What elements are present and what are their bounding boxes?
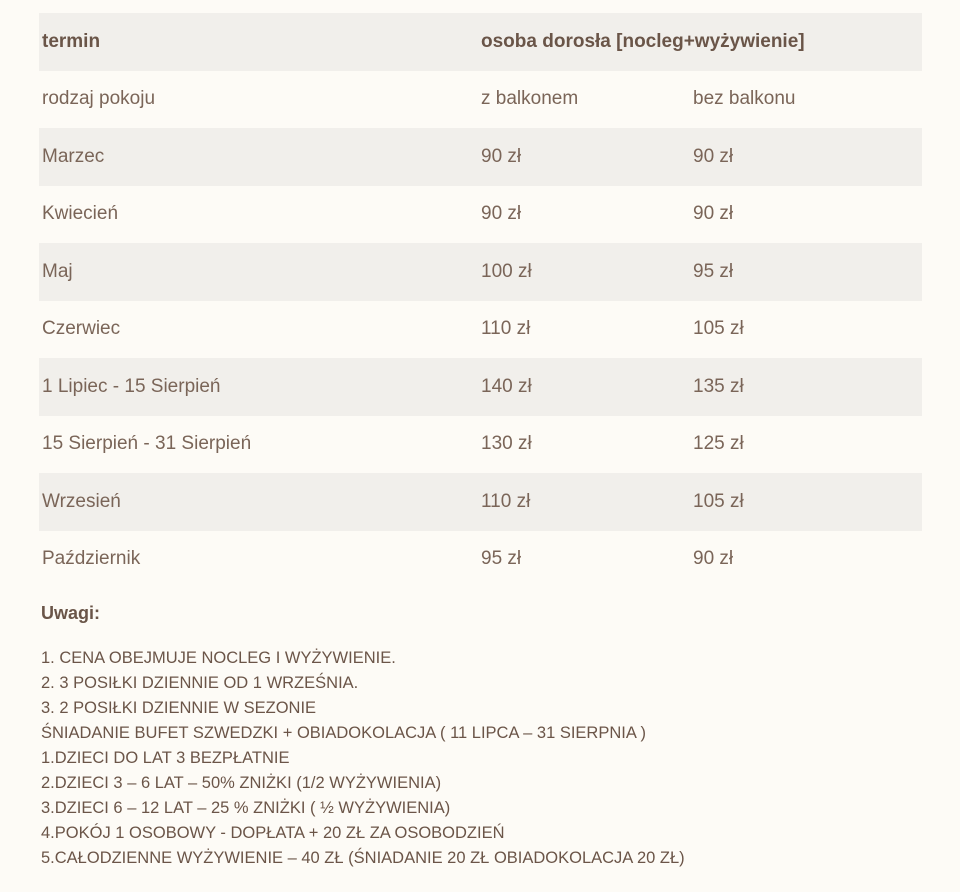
- row-without-balcony: 90 zł: [693, 203, 734, 225]
- row-with-balcony: 100 zł: [481, 260, 532, 282]
- row-with-balcony: 140 zł: [481, 375, 532, 397]
- note-line: 1. CENA OBEJMUJE NOCLEG I WYŻYWIENIE.: [41, 649, 396, 667]
- row-without-balcony: 95 zł: [693, 260, 734, 282]
- row-term: Czerwiec: [42, 318, 121, 340]
- note-line: 2.DZIECI 3 – 6 LAT – 50% ZNIŻKI (1/2 WYŻYWIENIA): [41, 774, 442, 792]
- row-term: Październik: [42, 548, 141, 570]
- row-without-balcony: 105 zł: [693, 490, 744, 512]
- note-line: ŚNIADANIE BUFET SZWEDZKI + OBIADOKOLACJA ( 11 LIPCA – 31 SIERPNIA ): [41, 724, 647, 742]
- subheader-with-balcony: z balkonem: [481, 88, 579, 110]
- row-term: Marzec: [42, 145, 105, 167]
- table-row: [39, 473, 922, 531]
- row-without-balcony: 135 zł: [693, 375, 744, 397]
- row-with-balcony: 110 zł: [481, 318, 531, 340]
- row-term: Kwiecień: [42, 203, 119, 225]
- note-line: 3. 2 POSIŁKI DZIENNIE W SEZONIE: [41, 699, 317, 717]
- table-row: [39, 301, 922, 359]
- row-with-balcony: 130 zł: [481, 433, 532, 455]
- row-term: 1 Lipiec - 15 Sierpień: [42, 375, 221, 397]
- note-line: 2. 3 POSIŁKI DZIENNIE OD 1 WRZEŚNIA.: [41, 674, 359, 692]
- row-without-balcony: 90 zł: [693, 548, 734, 570]
- table-row: [39, 128, 922, 186]
- notes-section: [41, 603, 941, 871]
- row-without-balcony: 105 zł: [693, 318, 744, 340]
- header-adult: osoba dorosła [nocleg+wyżywienie]: [481, 30, 805, 52]
- notes-title: Uwagi:: [41, 603, 101, 623]
- table-row: [39, 243, 922, 301]
- row-with-balcony: 90 zł: [481, 145, 522, 167]
- row-without-balcony: 125 zł: [693, 433, 744, 455]
- note-line: 5.CAŁODZIENNE WYŻYWIENIE – 40 ZŁ (ŚNIADANIE 20 ZŁ OBIADOKOLACJA 20 ZŁ): [41, 849, 685, 867]
- table-row: [39, 186, 922, 244]
- row-term: 15 Sierpień - 31 Sierpień: [42, 433, 252, 455]
- note-line: 4.POKÓJ 1 OSOBOWY - DOPŁATA + 20 ZŁ ZA OSOBODZIEŃ: [41, 824, 505, 842]
- subheader-room-type: rodzaj pokoju: [42, 88, 156, 110]
- table-subheader-row: [39, 71, 922, 129]
- row-term: Maj: [42, 260, 73, 282]
- row-without-balcony: 90 zł: [693, 145, 734, 167]
- row-with-balcony: 110 zł: [481, 490, 531, 512]
- header-term: termin: [42, 30, 101, 52]
- table-row: [39, 531, 922, 589]
- row-with-balcony: 95 zł: [481, 548, 522, 570]
- note-line: 3.DZIECI 6 – 12 LAT – 25 % ZNIŻKI ( ½ WYŻYWIENIA): [41, 799, 451, 817]
- price-table: [39, 13, 922, 588]
- table-row: [39, 416, 922, 474]
- table-header-row: [39, 13, 922, 71]
- subheader-without-balcony: bez balkonu: [693, 88, 796, 110]
- note-line: 1.DZIECI DO LAT 3 BEZPŁATNIE: [41, 749, 290, 767]
- table-row: [39, 358, 922, 416]
- row-term: Wrzesień: [42, 490, 121, 512]
- row-with-balcony: 90 zł: [481, 203, 522, 225]
